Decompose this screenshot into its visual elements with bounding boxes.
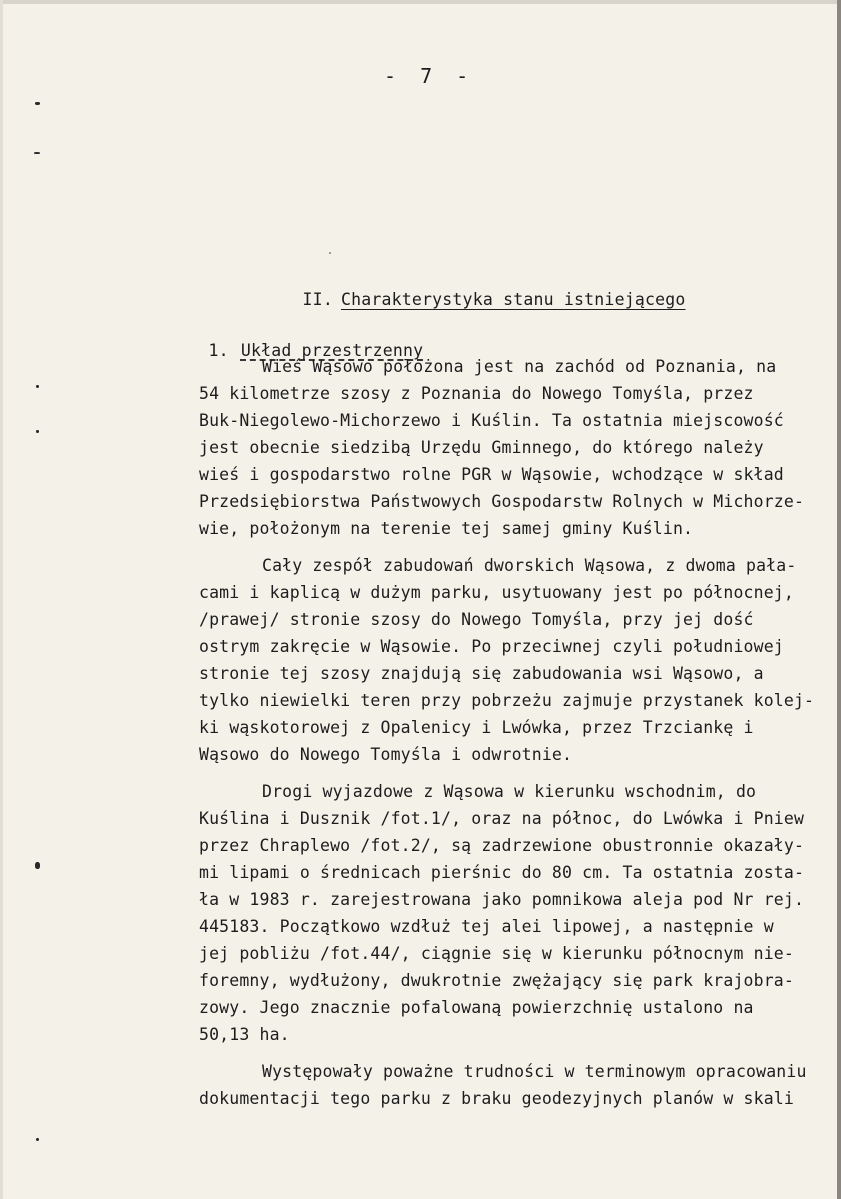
scan-mark xyxy=(329,252,331,254)
text-line: 50,13 ha. xyxy=(199,1025,290,1044)
text-line: wieś i gospodarstwo rolne PGR w Wąsowie, wchodzące w skład xyxy=(199,465,784,484)
text-line: mi lipami o średnicach pierśnic do 80 cm. Ta ostatnia zosta- xyxy=(199,863,805,882)
text-line: jej pobliżu /fot.44/, ciągnie się w kierunku północnym nie- xyxy=(199,944,794,963)
scan-mark xyxy=(36,430,39,433)
text-line: ła w 1983 r. zarejestrowana jako pomnikowa aleja pod Nr rej. xyxy=(199,890,805,909)
text-line: przez Chraplewo /fot.2/, są zadrzewione obustronnie okazały- xyxy=(199,836,805,855)
text-line: dokumentacji tego parku z braku geodezyjnych planów w skali xyxy=(199,1089,794,1108)
text-line: jest obecnie siedzibą Urzędu Gminnego, do którego należy xyxy=(199,438,764,457)
section-heading xyxy=(262,271,686,328)
text-line: Buk-Niegolewo-Michorzewo i Kuślin. Ta ostatnia miejscowość xyxy=(199,411,784,430)
scan-mark xyxy=(34,152,40,154)
page-number: - 7 - xyxy=(384,64,475,88)
text-line: Przedsiębiorstwa Państwowych Gospodarstw Rolnych w Michorze- xyxy=(199,492,805,511)
text-line: stronie tej szosy znajdują się zabudowania wsi Wąsowo, a xyxy=(199,664,764,683)
section-number: II. xyxy=(302,290,333,309)
section-title: Charakterystyka stanu istniejącego xyxy=(340,290,686,309)
scan-mark xyxy=(35,862,40,869)
scan-border-top xyxy=(0,0,841,4)
scan-mark xyxy=(36,385,39,388)
text-line: Wieś Wąsowo położona jest na zachód od Poznania, na xyxy=(262,357,777,376)
text-line: wie, położonym na terenie tej samej gminy Kuślin. xyxy=(199,519,694,538)
text-line: zowy. Jego znacznie pofalowaną powierzchnię ustalono na xyxy=(199,998,754,1017)
text-line: ki wąskotorowej z Opalenicy i Lwówka, przez Trzciankę i xyxy=(199,718,754,737)
text-line: 54 kilometrze szosy z Poznania do Nowego Tomyśla, przez xyxy=(199,384,754,403)
text-line: Kuślina i Dusznik /fot.1/, oraz na północ, do Lwówka i Pniew xyxy=(199,809,805,828)
text-line: Cały zespół zabudowań dworskich Wąsowa, z dwoma pała- xyxy=(262,556,797,575)
scan-mark xyxy=(36,1138,39,1141)
text-line: Drogi wyjazdowe z Wąsowa w kierunku wschodnim, do xyxy=(262,782,757,801)
text-line: /prawej/ stronie szosy do Nowego Tomyśla, przy jej dość xyxy=(199,610,754,629)
text-line: Wąsowo do Nowego Tomyśla i odwrotnie. xyxy=(199,745,573,764)
text-line: ostrym zakręcie w Wąsowie. Po przeciwnej czyli południowej xyxy=(199,637,784,656)
scan-border-right xyxy=(837,0,841,1199)
subsection-title: Układ przestrzenny xyxy=(240,341,424,360)
text-line: cami i kaplicą w dużym parku, usytuowany jest po północnej, xyxy=(199,583,794,602)
subsection-number: 1. xyxy=(208,341,229,360)
text-line: foremny, wydłużony, dwukrotnie zwężający się park krajobra- xyxy=(199,971,794,990)
text-line: Występowały poważne trudności w terminowym opracowaniu xyxy=(262,1062,807,1081)
text-line: tylko niewielki teren przy pobrzeżu zajmuje przystanek kolej- xyxy=(199,691,815,710)
text-line: 445183. Początkowo wzdłuż tej alei lipowej, a następnie w xyxy=(199,917,774,936)
scan-mark xyxy=(35,102,40,105)
scan-border-left xyxy=(0,0,3,1199)
